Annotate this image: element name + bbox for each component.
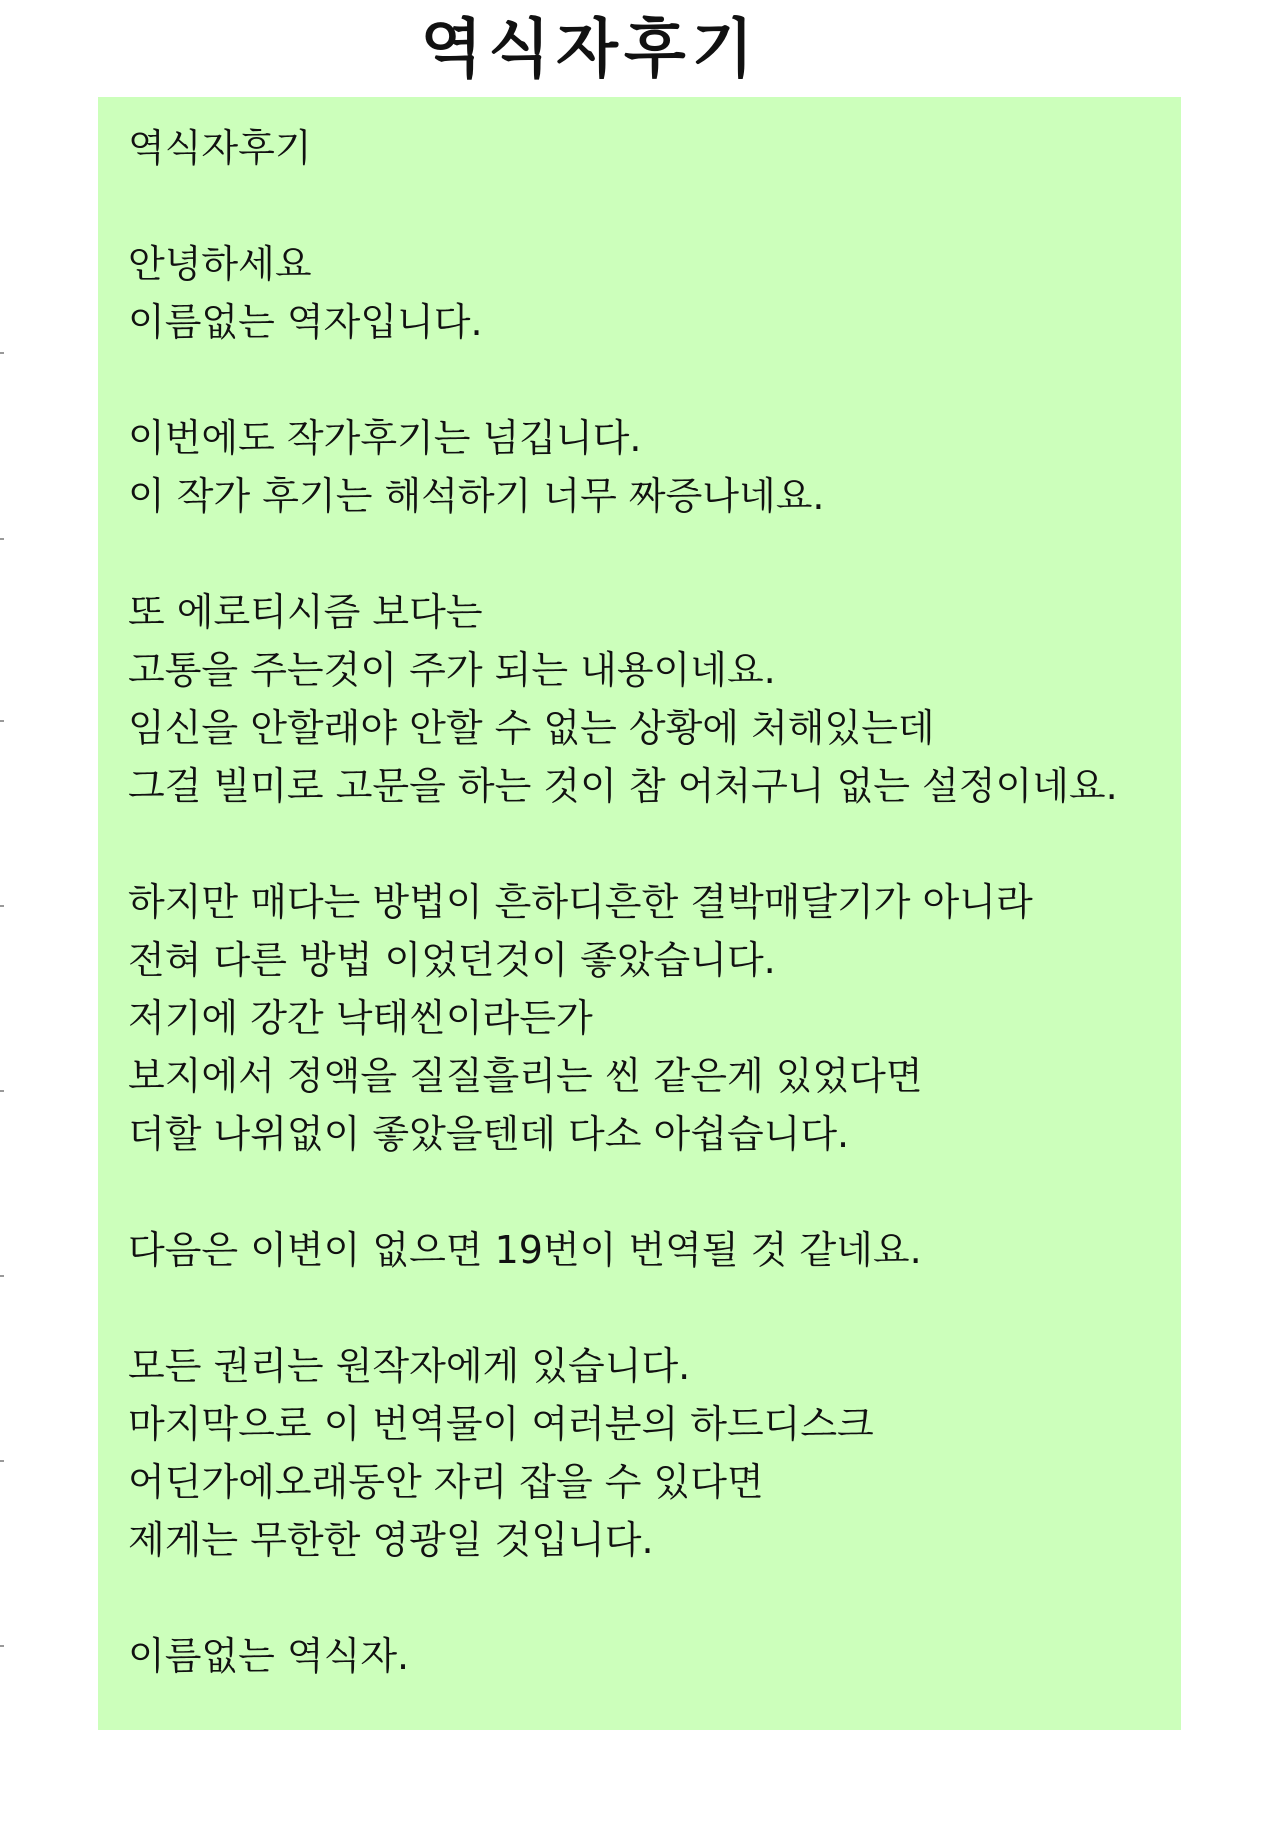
text-line: 다음은 이변이 없으면 19번이 번역될 것 같네요. bbox=[128, 1228, 922, 1272]
edge-mark bbox=[0, 1275, 4, 1277]
edge-mark bbox=[0, 1460, 4, 1462]
edge-mark bbox=[0, 720, 4, 722]
text-line: 또 에로티시즘 보다는 bbox=[128, 590, 483, 634]
text-line: 고통을 주는것이 주가 되는 내용이네요. bbox=[128, 648, 776, 692]
edge-mark bbox=[0, 1090, 4, 1092]
paragraph bbox=[128, 1337, 1181, 1569]
text-line: 모든 권리는 원작자에게 있습니다. bbox=[128, 1344, 691, 1388]
text-line: 어딘가에오래동안 자리 잡을 수 있다면 bbox=[128, 1460, 764, 1504]
text-line: 전혀 다른 방법 이었던것이 좋았습니다. bbox=[128, 938, 776, 982]
text-line: 제게는 무한한 영광일 것입니다. bbox=[128, 1518, 654, 1562]
paragraph bbox=[128, 409, 1181, 525]
paragraph bbox=[128, 1221, 1181, 1279]
note-heading: 역식자후기 bbox=[128, 126, 312, 170]
page-title: 역식자후기 bbox=[420, 13, 760, 87]
text-line: 이름없는 역식자. bbox=[128, 1634, 410, 1678]
text-line: 마지막으로 이 번역물이 여러분의 하드디스크 bbox=[128, 1402, 874, 1446]
text-line: 이름없는 역자입니다. bbox=[128, 300, 483, 344]
paragraph bbox=[128, 583, 1181, 815]
text-line: 보지에서 정액을 질질흘리는 씬 같은게 있었다면 bbox=[128, 1054, 923, 1098]
note-body bbox=[128, 235, 1181, 1685]
edge-mark bbox=[0, 905, 4, 907]
edge-mark bbox=[0, 1645, 4, 1647]
text-line: 하지만 매다는 방법이 흔하디흔한 결박매달기가 아니라 bbox=[128, 880, 1033, 924]
paragraph bbox=[128, 235, 1181, 351]
paragraph bbox=[128, 873, 1181, 1163]
text-line: 저기에 강간 낙태씬이라든가 bbox=[128, 996, 593, 1040]
paragraph bbox=[128, 1627, 1181, 1685]
edge-mark bbox=[0, 352, 4, 354]
text-line: 임신을 안할래야 안할 수 없는 상황에 처해있는데 bbox=[128, 706, 935, 750]
text-line: 더할 나위없이 좋았을텐데 다소 아쉽습니다. bbox=[128, 1112, 850, 1156]
note-box bbox=[98, 97, 1181, 1730]
text-line: 이번에도 작가후기는 넘깁니다. bbox=[128, 416, 642, 460]
text-line: 그걸 빌미로 고문을 하는 것이 참 어처구니 없는 설정이네요. bbox=[128, 764, 1118, 808]
text-line: 안녕하세요 bbox=[128, 242, 312, 286]
text-line: 이 작가 후기는 해석하기 너무 짜증나네요. bbox=[128, 474, 825, 518]
edge-mark bbox=[0, 538, 4, 540]
